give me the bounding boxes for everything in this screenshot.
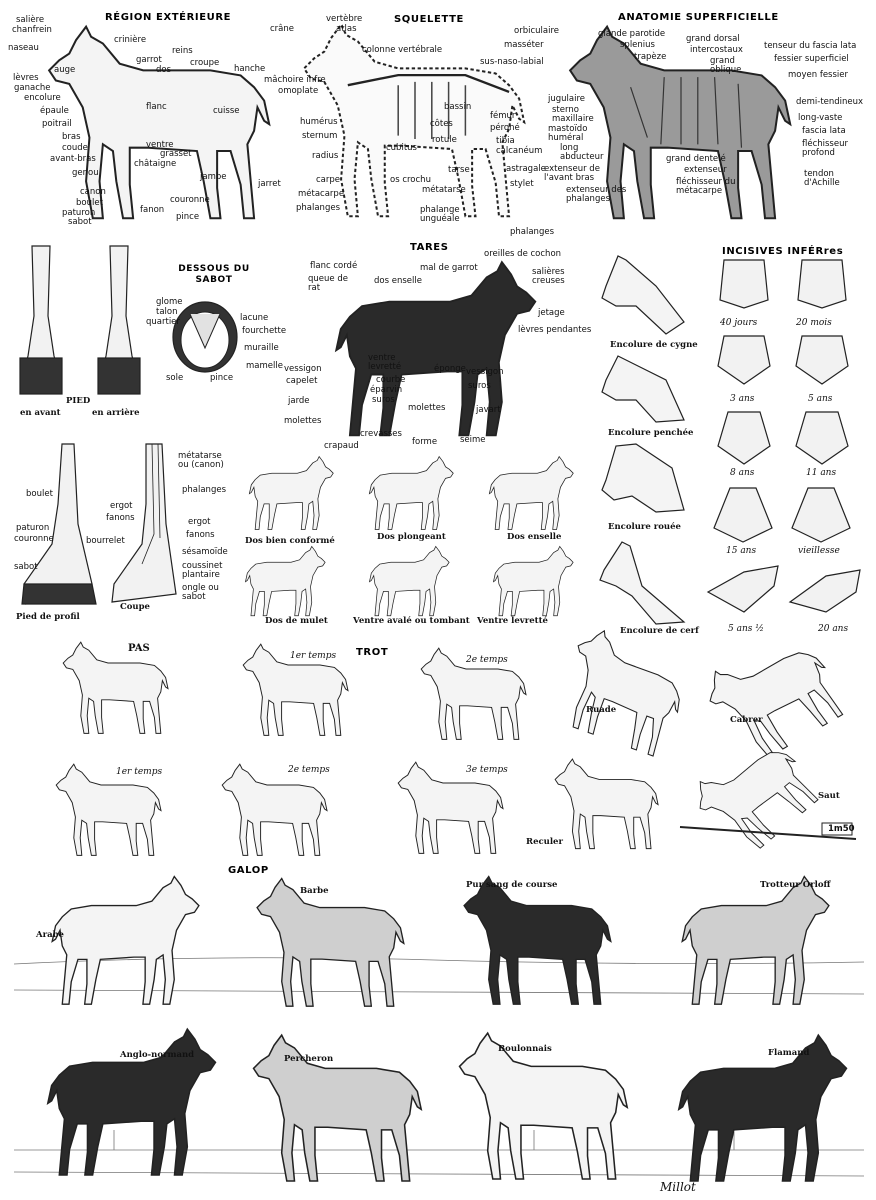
- back-drawing-6: [473, 544, 593, 620]
- breed-caption-orloff: Trotteur Orloff: [760, 880, 831, 890]
- label: lèvres pendantes: [518, 325, 592, 335]
- label: salières creuses: [532, 267, 565, 286]
- neck-drawing-4: [596, 536, 686, 626]
- label: côtes: [430, 119, 453, 129]
- label: hanche: [234, 64, 266, 74]
- exterior-title: RÉGION EXTÉRIEURE: [105, 12, 232, 23]
- incisor-drawing-7: [710, 488, 776, 544]
- label: tenseur du fascia lata: [764, 41, 857, 51]
- breed-drawing-percheron: [238, 1030, 438, 1190]
- breed-caption-boulonnais: Boulonnais: [498, 1044, 552, 1054]
- back-caption-5: Ventre avalé ou tombant: [353, 616, 470, 626]
- label: genou: [72, 168, 99, 178]
- neck-caption-4: Encolure de cerf: [620, 626, 699, 636]
- label: ventre levretté: [368, 353, 402, 372]
- label: splenius: [620, 40, 655, 50]
- backing-caption: Reculer: [526, 837, 563, 847]
- neck-caption-3: Encolure rouée: [608, 522, 681, 532]
- label: os crochu: [390, 175, 431, 185]
- breeds-row-2: [0, 1020, 876, 1200]
- label: fascia lata: [802, 126, 846, 136]
- incisor-drawing-6: [792, 412, 852, 466]
- label: mâchoire infre: [264, 75, 326, 85]
- foot-cut-drawing: [102, 444, 182, 604]
- label: garrot: [136, 55, 162, 65]
- label: cuisse: [213, 106, 240, 116]
- label: demi-tendineux: [796, 97, 864, 107]
- label: poitrail: [42, 119, 72, 129]
- label: astragale: [506, 164, 546, 174]
- trot-title: TROT: [356, 647, 389, 658]
- label: extenseur: [684, 165, 727, 175]
- label: reins: [172, 46, 193, 56]
- label: éparvin: [370, 385, 403, 395]
- label: coude: [62, 143, 88, 153]
- incisors-panel: [700, 240, 876, 640]
- label: trapèze: [634, 52, 667, 62]
- label: atlas: [336, 24, 357, 34]
- incisor-age-10: 20 ans: [818, 624, 849, 634]
- incisor-drawing-8: [788, 488, 854, 544]
- label: pince: [176, 212, 200, 222]
- label: quartier: [146, 317, 180, 327]
- breed-drawing-arabe: [30, 872, 220, 1012]
- label: épaule: [40, 106, 69, 116]
- label: flanc: [146, 102, 167, 112]
- incisor-age-2: 20 mois: [796, 318, 832, 328]
- label: fléchisseur profond: [802, 139, 848, 158]
- label: vessigon: [284, 364, 322, 374]
- label: omoplate: [278, 86, 319, 96]
- label: jetage: [538, 308, 565, 318]
- incisors-title: INCISIVES INFÉRres: [722, 246, 844, 257]
- label: crapaud: [324, 441, 359, 451]
- label: bassin: [444, 102, 472, 112]
- label: phalanges: [510, 227, 555, 237]
- label: tendon d'Achille: [804, 169, 840, 188]
- breed-drawing-orloff: [660, 872, 850, 1012]
- label: radius: [312, 151, 339, 161]
- tares-title: TARES: [410, 242, 449, 253]
- label: couronne: [170, 195, 210, 205]
- label: coussinet plantaire: [182, 561, 223, 580]
- neck-caption-2: Encolure penchée: [608, 428, 694, 438]
- label: avant-bras: [50, 154, 96, 164]
- kick-drawing: [562, 637, 686, 749]
- incisor-drawing-2: [792, 260, 852, 310]
- front-foot-drawing: [14, 246, 68, 396]
- trot-drawing-1: [226, 641, 366, 741]
- label: jugulaire: [548, 94, 586, 104]
- foot-cut-caption: Coupe: [120, 602, 150, 612]
- label: métatarse: [422, 185, 466, 195]
- jump-height-label: 1m50: [828, 824, 855, 834]
- label: fanons: [186, 530, 215, 540]
- label: fanon: [140, 205, 165, 215]
- gallop-drawing-2: [200, 761, 350, 861]
- label: boulet: [26, 489, 53, 499]
- walk-title: PAS: [128, 643, 150, 654]
- label: colonne vertébrale: [362, 45, 443, 55]
- exterior-panel: [0, 0, 280, 235]
- label: oreilles de cochon: [484, 249, 562, 259]
- label: mastoïdo huméral: [548, 124, 588, 143]
- label: jarde: [288, 396, 310, 406]
- walk-drawing: [36, 639, 196, 739]
- label: glande parotide: [598, 29, 666, 39]
- label: capelet: [286, 376, 318, 386]
- label: vertèbre: [326, 14, 363, 24]
- label: molettes: [408, 403, 446, 413]
- label: paturon: [62, 208, 96, 218]
- backing-drawing: [552, 753, 662, 857]
- label: ganache: [14, 83, 51, 93]
- label: carpe: [316, 175, 341, 185]
- sole-title: DESSOUS DU SABOT: [178, 264, 250, 285]
- label: forme: [412, 437, 438, 447]
- label: glome: [156, 297, 183, 307]
- label: sole: [166, 373, 184, 383]
- label: métacarpe: [298, 189, 345, 199]
- incisor-age-9: 5 ans ½: [728, 624, 764, 634]
- back-caption-2: Dos plongeant: [377, 532, 446, 542]
- label: paturon: [16, 523, 50, 533]
- incisor-drawing-4: [792, 336, 852, 386]
- label: queue de rat: [308, 274, 348, 293]
- label: mal de garrot: [420, 263, 478, 273]
- breeds-row-1: [0, 870, 876, 1020]
- label: chanfrein: [12, 25, 52, 35]
- foot-cut-panel: [96, 440, 236, 630]
- label: phalanges: [296, 203, 341, 213]
- label: suros: [372, 395, 395, 405]
- label: jarret: [258, 179, 281, 189]
- label: lèvres: [13, 73, 39, 83]
- label: rotule: [432, 135, 457, 145]
- gallop-drawing-1: [36, 761, 182, 861]
- label: grasset: [160, 149, 192, 159]
- back-caption-4: Dos de mulet: [265, 616, 328, 626]
- breed-caption-pur-sang: Pur sang de course: [466, 880, 558, 890]
- label: seime: [460, 435, 486, 445]
- label: bourrelet: [86, 536, 125, 546]
- label: dos: [156, 65, 172, 75]
- breed-caption-anglo-normand: Anglo-normand: [120, 1050, 195, 1060]
- incisor-age-7: 15 ans: [726, 546, 757, 556]
- label: flanc cordé: [310, 261, 358, 271]
- gallop-drawing-3: [376, 759, 526, 859]
- label: jambe: [200, 172, 227, 182]
- label: cubitus: [386, 143, 417, 153]
- label: naseau: [8, 43, 39, 53]
- kick-caption: Ruade: [586, 705, 617, 715]
- foot-title: PIED: [66, 396, 91, 406]
- label: salière: [16, 15, 45, 25]
- breed-caption-barbe: Barbe: [300, 886, 329, 896]
- back-caption-6: Ventre levretté: [477, 616, 548, 626]
- breed-drawing-flamand: [664, 1030, 860, 1190]
- label: boulet: [76, 198, 103, 208]
- incisor-drawing-1: [714, 260, 774, 310]
- breed-caption-arabe: Arabe: [36, 930, 64, 940]
- label: talon: [156, 307, 178, 317]
- hind-foot-drawing: [92, 246, 146, 396]
- breed-drawing-barbe: [246, 874, 416, 1014]
- foot-panel: [0, 240, 160, 430]
- label: sabot: [68, 217, 92, 227]
- trot-drawing-2: [404, 645, 544, 745]
- gallop-step-2: 2e temps: [288, 765, 330, 775]
- incisor-age-8: vieillesse: [798, 546, 840, 556]
- jump-caption: Saut: [818, 791, 840, 801]
- label: fessier superficiel: [774, 54, 849, 64]
- label: javart: [476, 405, 501, 415]
- breed-drawing-anglo-normand: [36, 1024, 226, 1184]
- label: grand dentelé: [666, 154, 726, 164]
- back-drawing-4: [225, 544, 345, 620]
- incisor-age-5: 8 ans: [730, 468, 755, 478]
- label: molettes: [284, 416, 322, 426]
- label: ergot: [110, 501, 133, 511]
- label: vessigon: [466, 367, 504, 377]
- label: mamelle: [246, 361, 283, 371]
- incisor-age-4: 5 ans: [808, 394, 833, 404]
- label: long-vaste: [798, 113, 843, 123]
- label: tarse: [448, 165, 470, 175]
- label: calcanéum: [496, 146, 543, 156]
- label: ergot: [188, 517, 211, 527]
- label: masséter: [504, 40, 544, 50]
- muscles-title: ANATOMIE SUPERFICIELLE: [618, 12, 779, 23]
- trot-step-2: 2e temps: [466, 655, 508, 665]
- label: extenseur des phalanges: [566, 185, 627, 204]
- backs-panel: [225, 450, 595, 635]
- neck-drawing-2: [596, 350, 686, 430]
- foot-profile-caption: Pied de profil: [16, 612, 80, 622]
- gaits-panel: [0, 635, 876, 875]
- label: ventre: [146, 140, 174, 150]
- label: bras: [62, 132, 81, 142]
- label: fémur: [490, 111, 516, 121]
- label: sternum: [302, 131, 338, 141]
- label: éponge: [434, 364, 466, 374]
- incisor-drawing-9: [704, 562, 780, 616]
- label: fanons: [106, 513, 135, 523]
- label: phalange unguéale: [420, 205, 460, 224]
- back-drawing-1: [231, 454, 351, 534]
- neck-caption-1: Encolure de cygne: [610, 340, 698, 350]
- label: crâne: [270, 24, 294, 34]
- label: sabot: [14, 562, 38, 572]
- label: pince: [210, 373, 234, 383]
- gallop-title: GALOP: [228, 865, 269, 876]
- label: sterno maxillaire: [552, 105, 594, 124]
- gallop-step-1: 1er temps: [116, 767, 163, 777]
- label: orbiculaire: [514, 26, 559, 36]
- incisor-age-6: 11 ans: [806, 468, 837, 478]
- back-drawing-2: [351, 454, 471, 534]
- rear-caption: Cabrer: [730, 715, 763, 725]
- incisor-drawing-5: [714, 412, 774, 466]
- label: tibia: [496, 136, 515, 146]
- neck-drawing-3: [596, 440, 686, 520]
- label: ongle ou sabot: [182, 583, 219, 602]
- tares-panel: [280, 240, 600, 450]
- label: dos enselle: [374, 276, 422, 286]
- label: couronne: [14, 534, 54, 544]
- label: châtaigne: [134, 159, 177, 169]
- incisor-drawing-3: [714, 336, 774, 386]
- breed-caption-percheron: Percheron: [284, 1054, 334, 1064]
- label: canon: [80, 187, 106, 197]
- back-caption-3: Dos enselle: [507, 532, 562, 542]
- sole-panel: [146, 258, 287, 388]
- label: métatarse ou (canon): [178, 451, 224, 470]
- skeleton-title: SQUELETTE: [394, 14, 464, 25]
- label: humérus: [300, 117, 338, 127]
- neck-drawing-1: [596, 246, 686, 336]
- label: sus-naso-labial: [480, 57, 544, 67]
- foot-front-caption: en avant: [20, 408, 61, 418]
- artist-signature: Millot: [660, 1180, 696, 1194]
- label: long abducteur: [560, 143, 604, 162]
- label: stylet: [510, 179, 534, 189]
- label: intercostaux: [690, 45, 743, 55]
- label: suros: [468, 381, 491, 391]
- back-drawing-3: [471, 454, 591, 534]
- back-caption-1: Dos bien conformé: [245, 536, 335, 546]
- necks-panel: [590, 240, 710, 640]
- label: lacune: [240, 313, 269, 323]
- back-drawing-5: [349, 544, 469, 620]
- label: sésamoïde: [182, 547, 228, 557]
- label: moyen fessier: [788, 70, 848, 80]
- label: encolure: [24, 93, 61, 103]
- incisor-drawing-10: [786, 562, 862, 616]
- label: courbe: [376, 375, 406, 385]
- sole-drawing: [170, 300, 240, 374]
- label: auge: [54, 65, 76, 75]
- label: extenseur de l'avant bras: [544, 164, 600, 183]
- label: crevasses: [360, 429, 402, 439]
- breed-drawing-pur-sang: [440, 872, 636, 1012]
- incisor-age-3: 3 ans: [730, 394, 755, 404]
- label: fléchisseur du métacarpe: [676, 177, 736, 196]
- gallop-step-3: 3e temps: [466, 765, 508, 775]
- label: fourchette: [242, 326, 287, 336]
- incisor-age-1: 40 jours: [720, 318, 758, 328]
- label: grand oblique: [710, 56, 742, 75]
- label: crinière: [114, 35, 147, 45]
- breed-caption-flamand: Flamand: [768, 1048, 810, 1058]
- label: grand dorsal: [686, 34, 740, 44]
- trot-step-1: 1er temps: [290, 651, 337, 661]
- label: muraille: [244, 343, 279, 353]
- label: péroné: [490, 123, 520, 133]
- label: croupe: [190, 58, 220, 68]
- label: phalanges: [182, 485, 227, 495]
- foot-hind-caption: en arrière: [92, 408, 140, 418]
